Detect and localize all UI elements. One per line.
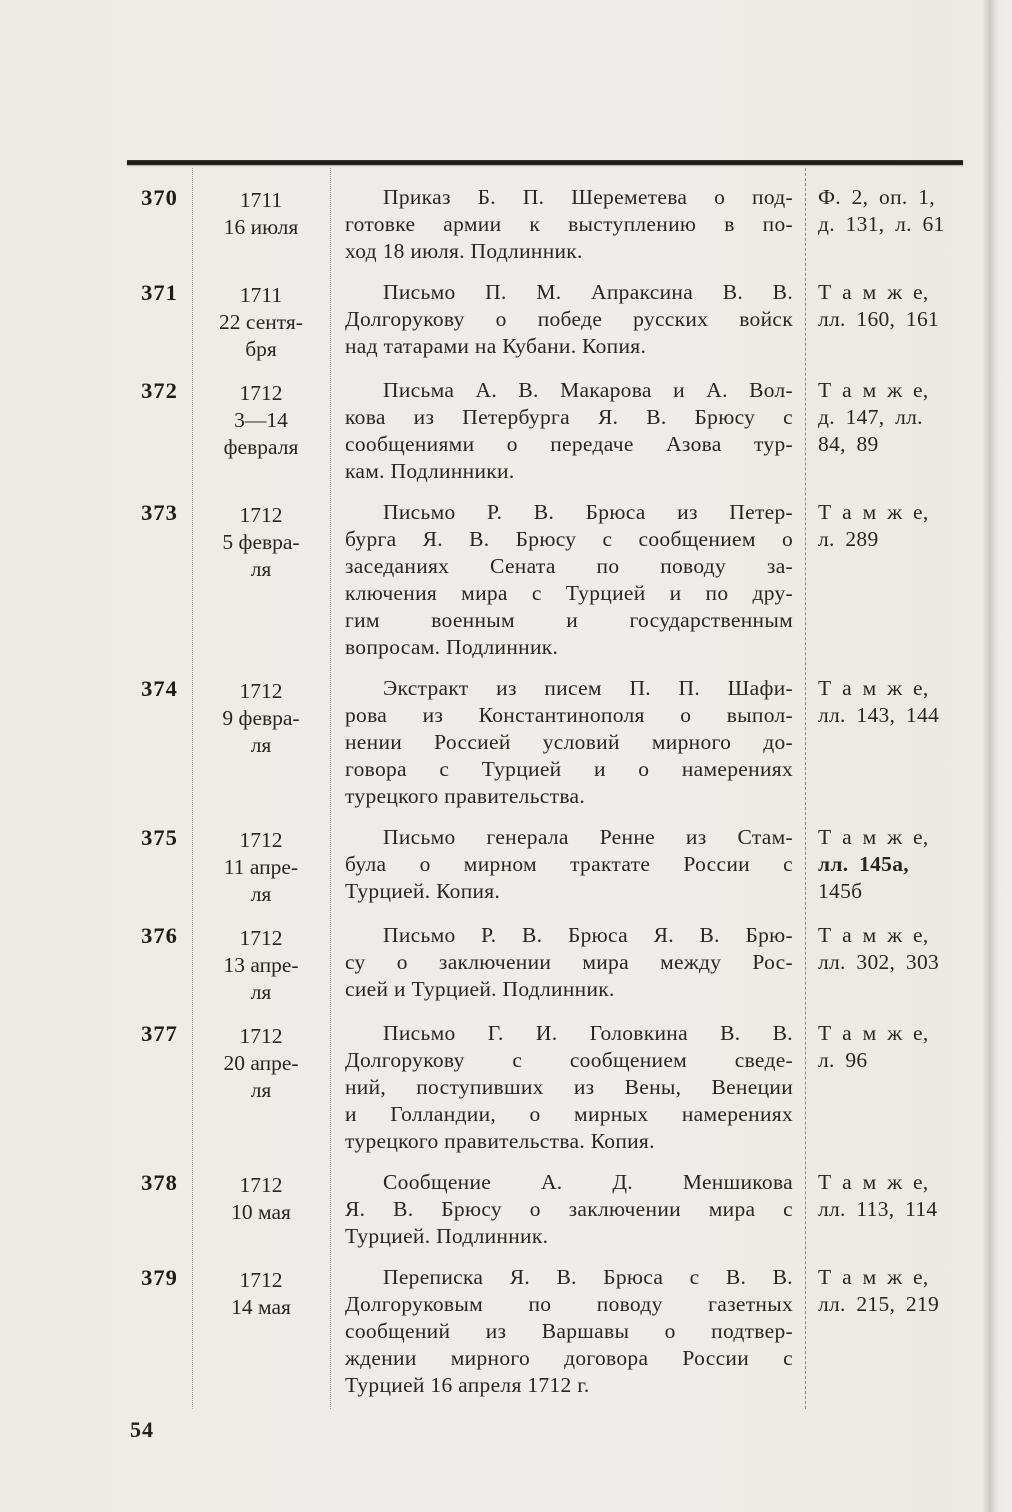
entry-date xyxy=(192,1020,330,1155)
reference-line: Т а м ж е, xyxy=(818,1170,929,1194)
entry-reference xyxy=(805,675,963,810)
reference-line: 145б xyxy=(818,879,863,903)
entry-description xyxy=(330,279,805,363)
entry-reference xyxy=(805,1020,963,1155)
date-line: 20 апре- xyxy=(223,1051,299,1075)
date-line: ля xyxy=(250,882,272,906)
reference-line: 84, 89 xyxy=(818,432,879,456)
description-line: нении Россией условий мирного до- xyxy=(345,730,793,754)
description-line: сообщений из Варшавы о подтвер- xyxy=(345,1319,793,1343)
table-row xyxy=(127,1169,963,1250)
entry-number: 370 xyxy=(141,185,178,210)
description-line: Письмо Р. В. Брюса Я. В. Брю- xyxy=(383,923,793,947)
date-line: 9 февра- xyxy=(222,706,300,730)
entry-date xyxy=(192,377,330,485)
date-line: 1712 xyxy=(239,828,283,852)
entry-reference xyxy=(805,279,963,363)
entry-date xyxy=(192,279,330,363)
entry-description xyxy=(330,377,805,485)
description-line: говора с Турцией и о намерениях xyxy=(345,757,793,781)
date-line: 1712 xyxy=(239,1268,283,1292)
description-line: Письмо Р. В. Брюса из Петер- xyxy=(383,500,793,524)
date-line: февраля xyxy=(223,435,299,459)
description-line: заседаниях Сената по поводу за- xyxy=(345,554,793,578)
entry-reference xyxy=(805,824,963,908)
table-row xyxy=(127,184,963,265)
entry-reference xyxy=(805,1264,963,1399)
date-line: 1711 xyxy=(239,283,283,307)
entry-description xyxy=(330,1020,805,1155)
entry-description xyxy=(330,184,805,265)
table-rows xyxy=(127,184,963,1399)
entry-date xyxy=(192,922,330,1006)
description-line: Сообщение А. Д. Меншикова xyxy=(383,1170,793,1194)
reference-line: лл. 302, 303 xyxy=(818,950,940,974)
date-line: бря xyxy=(245,337,277,361)
table-row xyxy=(127,675,963,810)
date-line: 22 сентя- xyxy=(219,310,303,334)
reference-line: Т а м ж е, xyxy=(818,378,929,402)
description-line: турецкого правительства. Копия. xyxy=(345,1129,655,1153)
description-line: Приказ Б. П. Шереметева о под- xyxy=(383,185,793,209)
entry-number: 376 xyxy=(141,923,178,948)
entry-number: 374 xyxy=(141,676,178,701)
entry-description xyxy=(330,824,805,908)
reference-line: лл. 160, 161 xyxy=(818,307,940,331)
description-line: сией и Турцией. Подлинник. xyxy=(345,977,615,1001)
description-line: була о мирном трактате России с xyxy=(345,852,793,876)
description-line: рова из Константинополя о выпол- xyxy=(345,703,793,727)
table-top-rule xyxy=(127,160,963,165)
reference-line: лл. 143, 144 xyxy=(818,703,940,727)
reference-line: Т а м ж е, xyxy=(818,1021,929,1045)
entry-description xyxy=(330,1169,805,1250)
description-line: ход 18 июля. Подлинник. xyxy=(345,239,583,263)
date-line: 5 февра- xyxy=(222,530,300,554)
date-line: 14 мая xyxy=(231,1295,291,1319)
description-line: Письмо П. М. Апраксина В. В. xyxy=(383,280,793,304)
date-line: 1712 xyxy=(239,1173,283,1197)
scan-edge-shadow xyxy=(982,0,1000,1512)
entry-date xyxy=(192,499,330,661)
description-line: Экстракт из писем П. П. Шафи- xyxy=(383,676,793,700)
date-line: 1712 xyxy=(239,679,283,703)
archive-inventory-table xyxy=(127,160,963,1413)
reference-line: Ф. 2, оп. 1, xyxy=(818,185,935,209)
description-line: Турцией 16 апреля 1712 г. xyxy=(345,1373,590,1397)
date-line: ля xyxy=(250,1078,272,1102)
entry-date xyxy=(192,824,330,908)
table-row xyxy=(127,922,963,1006)
description-line: Долгорукову с сообщением сведе- xyxy=(345,1048,793,1072)
entry-reference xyxy=(805,377,963,485)
description-line: Письмо генерала Ренне из Стам- xyxy=(383,825,793,849)
entry-number: 378 xyxy=(141,1170,178,1195)
description-line: Я. В. Брюсу о заключении мира с xyxy=(345,1197,793,1221)
date-line: 11 апре- xyxy=(223,855,299,879)
entry-date xyxy=(192,1264,330,1399)
date-line: 1712 xyxy=(239,926,283,950)
entry-date xyxy=(192,1169,330,1250)
page-number: 54 xyxy=(130,1417,154,1442)
reference-line: л. 96 xyxy=(818,1048,868,1072)
description-line: Долгорукову о победе русских войск xyxy=(345,307,793,331)
table-row xyxy=(127,1020,963,1155)
entry-reference xyxy=(805,499,963,661)
entry-description xyxy=(330,675,805,810)
description-line: турецкого правительства. xyxy=(345,784,586,808)
entry-description xyxy=(330,922,805,1006)
entry-description xyxy=(330,499,805,661)
description-line: Переписка Я. В. Брюса с В. В. xyxy=(383,1265,793,1289)
table-row xyxy=(127,377,963,485)
entry-description xyxy=(330,1264,805,1399)
reference-line: Т а м ж е, xyxy=(818,1265,929,1289)
description-line: кам. Подлинники. xyxy=(345,459,515,483)
entry-number: 373 xyxy=(141,500,178,525)
entry-date xyxy=(192,675,330,810)
description-line: Турцией. Подлинник. xyxy=(345,1224,549,1248)
date-line: 1711 xyxy=(239,188,283,212)
description-line: над татарами на Кубани. Копия. xyxy=(345,334,647,358)
description-line: Долгоруковым по поводу газетных xyxy=(345,1292,793,1316)
description-line: и Голландии, о мирных намерениях xyxy=(345,1102,793,1126)
entry-number: 375 xyxy=(141,825,178,850)
date-line: 3—14 xyxy=(234,408,288,432)
date-line: 1712 xyxy=(239,503,283,527)
date-line: 1712 xyxy=(239,381,283,405)
reference-line: Т а м ж е, xyxy=(818,280,929,304)
description-line: готовке армии к выступлению в по- xyxy=(345,212,793,236)
description-line: вопросам. Подлинник. xyxy=(345,635,559,659)
date-line: ля xyxy=(250,980,272,1004)
description-line: су о заключении мира между Рос- xyxy=(345,950,793,974)
date-line: ля xyxy=(250,733,272,757)
reference-line: Т а м ж е, xyxy=(818,825,929,849)
description-line: Письмо Г. И. Головкина В. В. xyxy=(383,1021,793,1045)
description-line: ний, поступивших из Вены, Венеции xyxy=(345,1075,793,1099)
description-line: ключения мира с Турцией и по дру- xyxy=(345,581,793,605)
description-line: Письма А. В. Макарова и А. Вол- xyxy=(383,378,793,402)
entry-number: 377 xyxy=(141,1021,178,1046)
table-row xyxy=(127,279,963,363)
description-line: сообщениями о передаче Азова тур- xyxy=(345,432,793,456)
description-line: гим военным и государственным xyxy=(345,608,793,632)
date-line: 13 апре- xyxy=(223,953,299,977)
reference-line: лл. 145а, xyxy=(818,852,909,876)
reference-line: лл. 215, 219 xyxy=(818,1292,940,1316)
description-line: Турцией. Копия. xyxy=(345,879,501,903)
table-row xyxy=(127,499,963,661)
reference-line: д. 131, л. 61 xyxy=(818,212,945,236)
date-line: 16 июля xyxy=(223,215,299,239)
date-line: 1712 xyxy=(239,1024,283,1048)
entry-reference xyxy=(805,922,963,1006)
entry-reference xyxy=(805,1169,963,1250)
entry-number: 372 xyxy=(141,378,178,403)
entry-date xyxy=(192,184,330,265)
table-row xyxy=(127,1264,963,1399)
date-line: ля xyxy=(250,557,272,581)
entry-number: 371 xyxy=(141,280,178,305)
reference-line: л. 289 xyxy=(818,527,879,551)
reference-line: д. 147, лл. xyxy=(818,405,923,429)
description-line: ждении мирного договора России с xyxy=(345,1346,793,1370)
reference-line: Т а м ж е, xyxy=(818,500,929,524)
reference-line: Т а м ж е, xyxy=(818,923,929,947)
date-line: 10 мая xyxy=(231,1200,291,1224)
table-row xyxy=(127,824,963,908)
reference-line: Т а м ж е, xyxy=(818,676,929,700)
reference-line: лл. 113, 114 xyxy=(818,1197,938,1221)
entry-number: 379 xyxy=(141,1265,178,1290)
description-line: кова из Петербурга Я. В. Брюсу с xyxy=(345,405,793,429)
description-line: бурга Я. В. Брюсу с сообщением о xyxy=(345,527,793,551)
entry-reference xyxy=(805,184,963,265)
